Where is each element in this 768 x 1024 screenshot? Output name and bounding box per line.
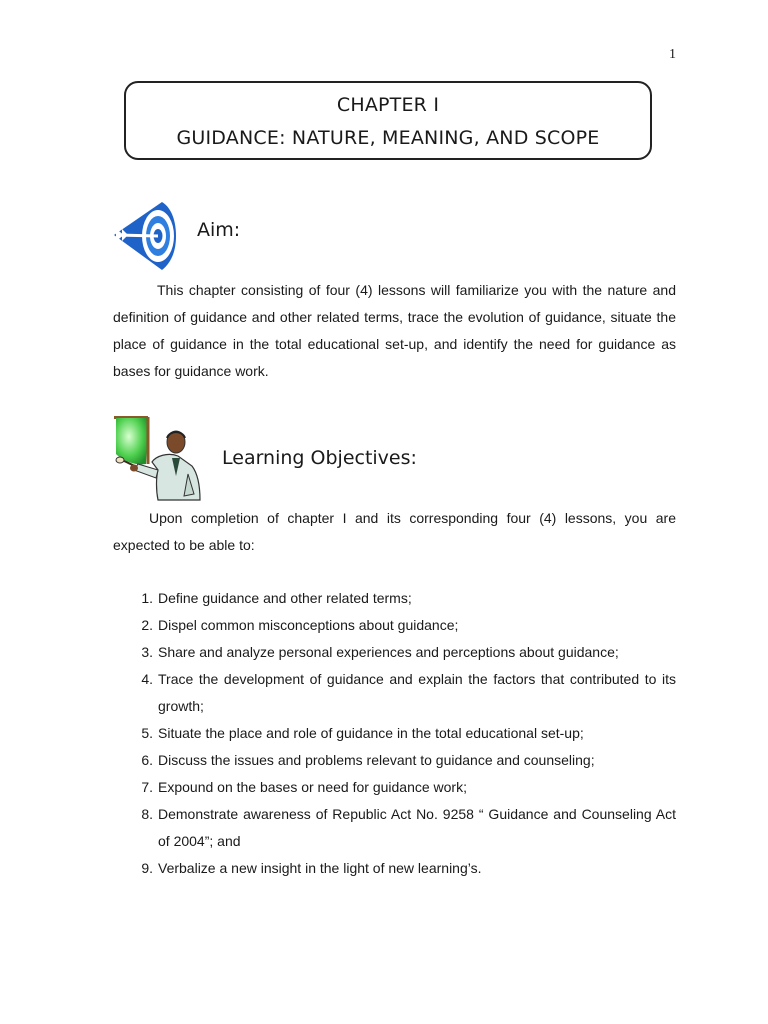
list-item [113,666,676,720]
learning-objectives-heading: Learning Objectives: [222,447,417,469]
objectives-list [113,585,676,882]
list-item-text: Demonstrate awareness of Republic Act No. 9258 “ Guidance and Counseling Act of 2004”; and [158,806,676,849]
list-item [113,585,676,612]
list-item-text: Define guidance and other related terms; [158,590,412,606]
learning-objectives-intro: Upon completion of chapter I and its corresponding four (4) lessons, you are expected to be able to: [113,510,676,553]
list-item-text: Expound on the bases or need for guidance work; [158,779,467,795]
list-item [113,612,676,639]
list-item [113,747,676,774]
list-item [113,639,676,666]
list-item-text: Discuss the issues and problems relevant to guidance and counseling; [158,752,595,768]
list-item-text: Share and analyze personal experiences and perceptions about guidance; [158,644,619,660]
list-item [113,774,676,801]
list-item-number: 8. [141,806,153,822]
list-item-number: 2. [141,617,153,633]
list-item [113,801,676,855]
page-number: 1 [669,47,676,62]
list-item-number: 5. [141,725,153,741]
chapter-subtitle: GUIDANCE: NATURE, MEANING, AND SCOPE [176,127,600,149]
chapter-title-box [124,81,652,160]
target-icon [112,200,178,272]
list-item-number: 1. [141,590,153,606]
aim-heading: Aim: [197,219,241,241]
list-item-number: 6. [141,752,153,768]
list-item [113,855,676,882]
list-item-text: Trace the development of guidance and explain the factors that contributed to its growth; [158,671,676,714]
teacher-pointing-icon [112,414,204,502]
list-item [113,720,676,747]
aim-paragraph: This chapter consisting of four (4) lessons will familiarize you with the nature and definition of guidance and other related terms, trace the evolution of guidance, situate the place of guidance in the total educational set-up, and identify the need for guidance as bases for guidance work. [113,282,676,379]
list-item-number: 3. [141,644,153,660]
list-item-text: Dispel common misconceptions about guidance; [158,617,459,633]
list-item-text: Verbalize a new insight in the light of new learning’s. [158,860,482,876]
chapter-title: CHAPTER I [336,94,440,116]
list-item-number: 7. [141,779,153,795]
list-item-text: Situate the place and role of guidance in the total educational set-up; [158,725,584,741]
list-item-number: 9. [141,860,153,876]
list-item-number: 4. [141,671,153,687]
